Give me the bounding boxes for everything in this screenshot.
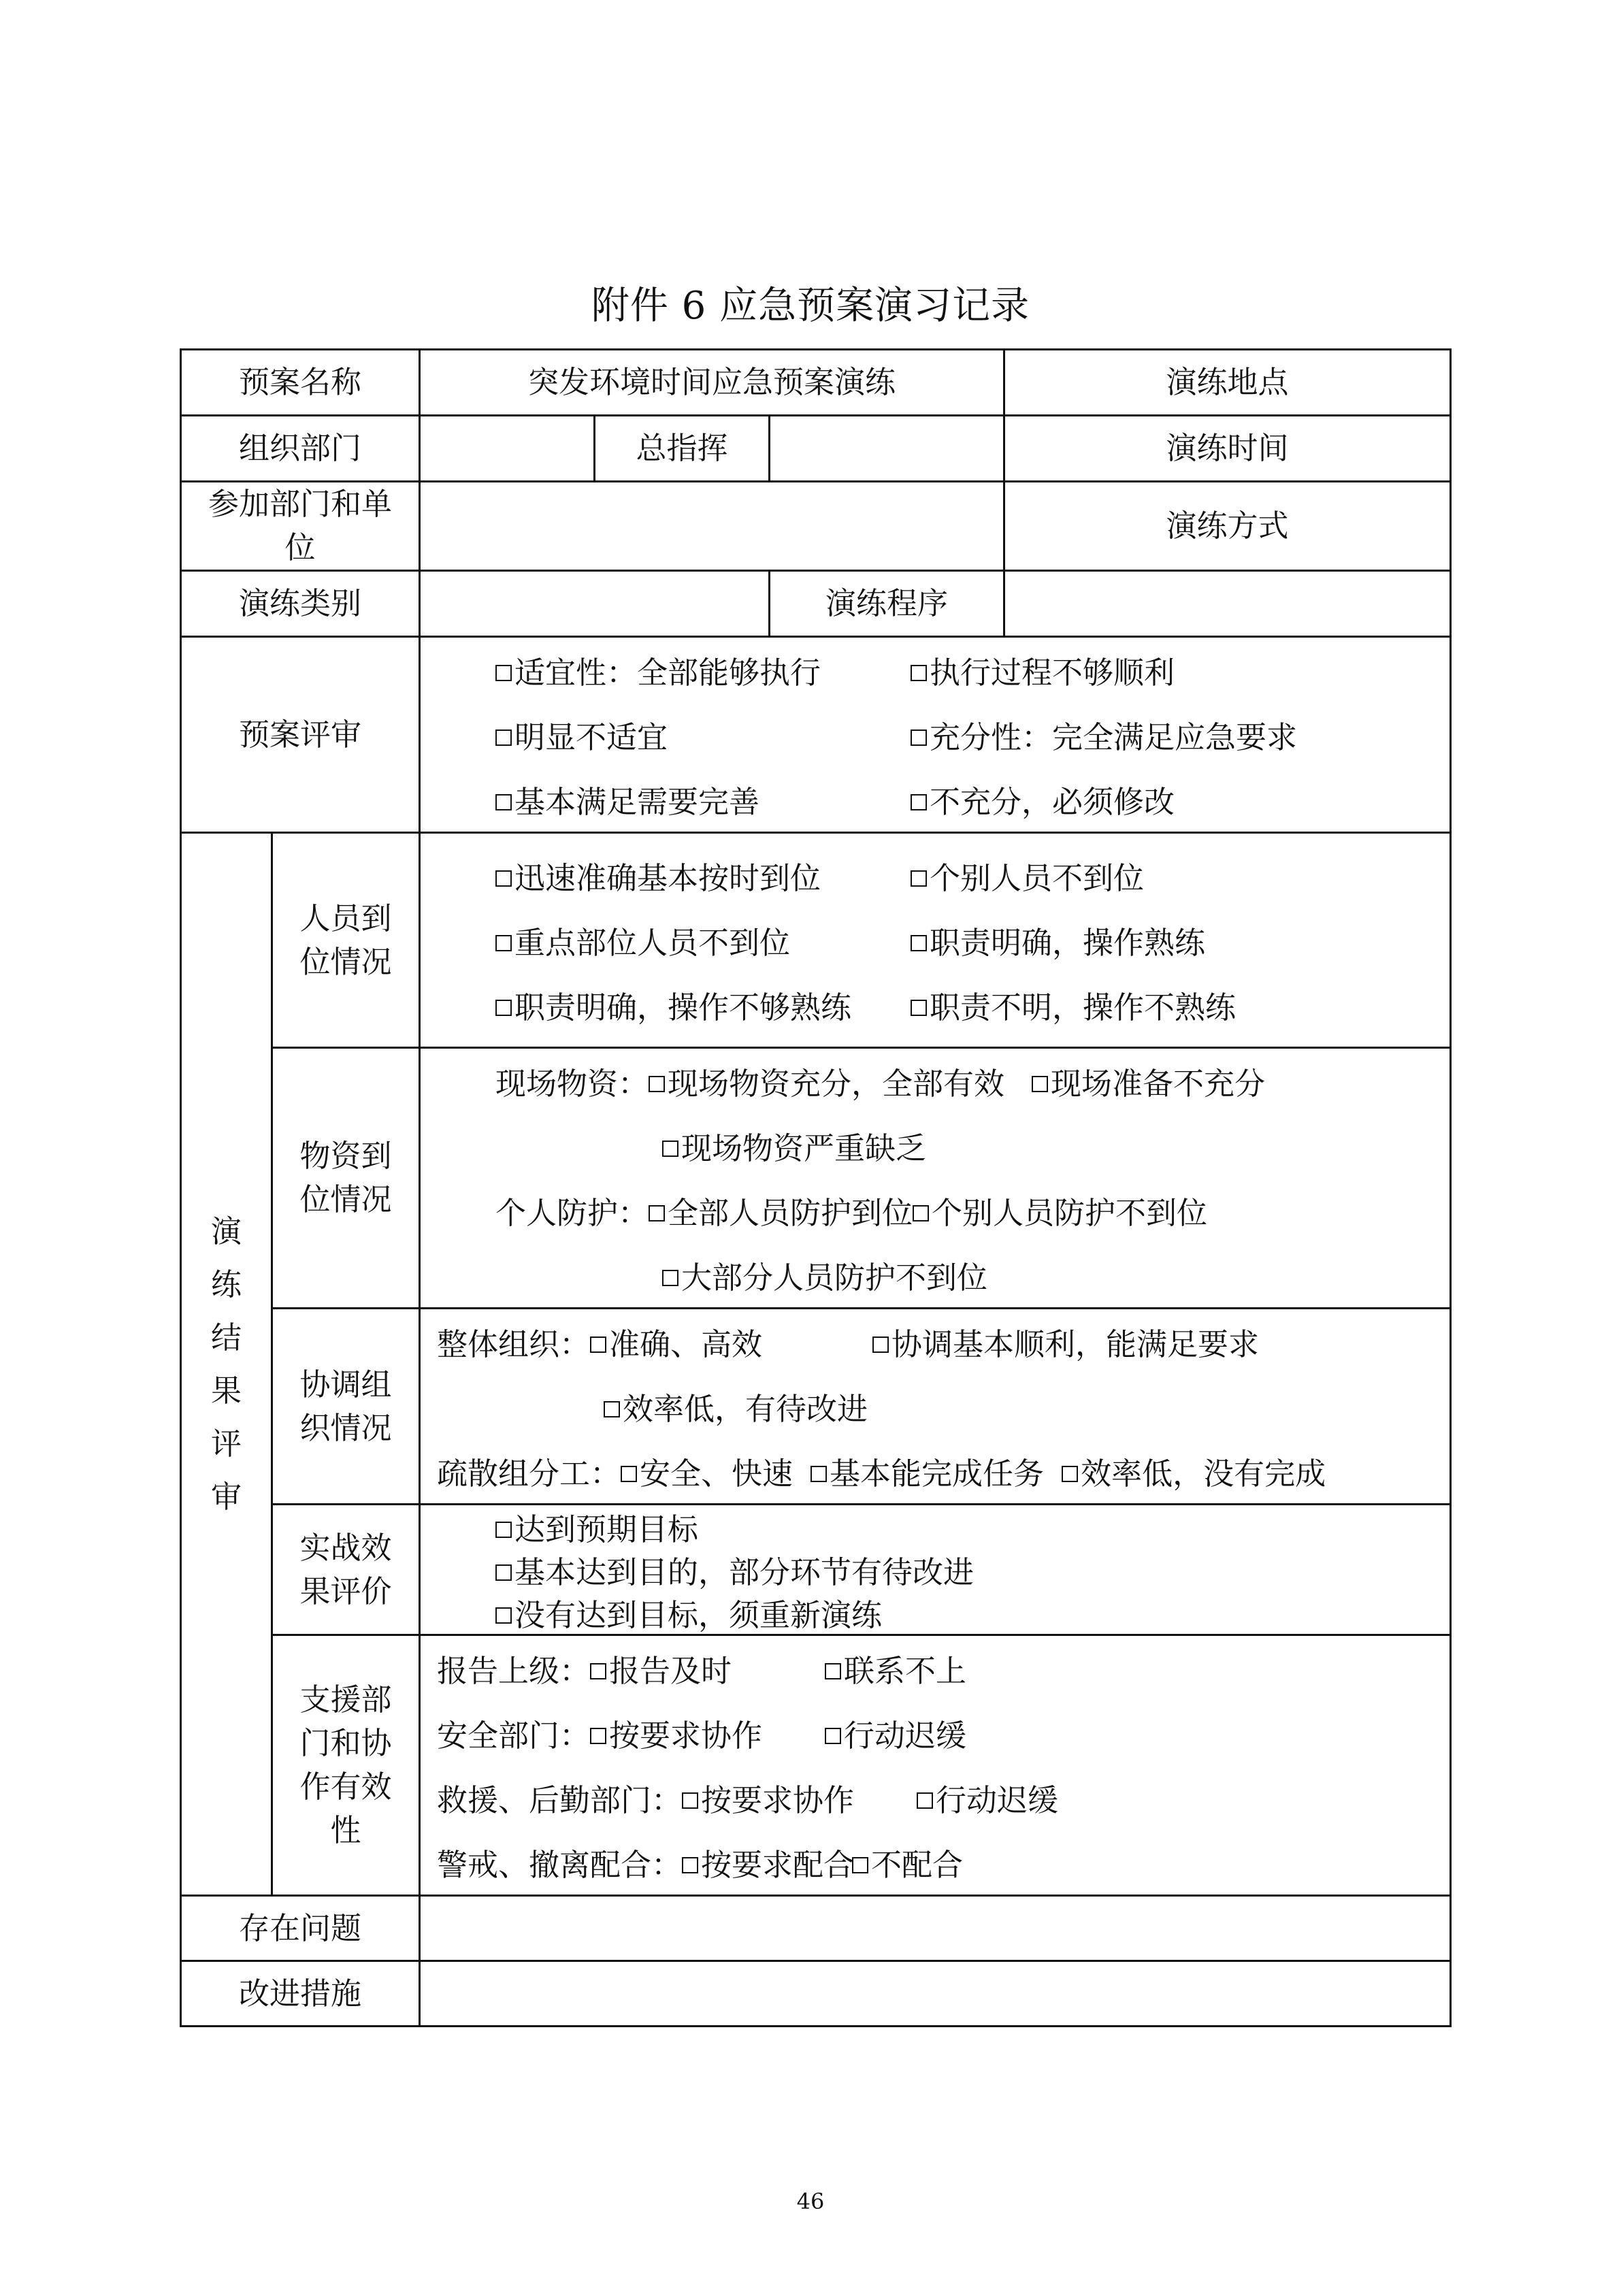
improvements-label: 改进措施 xyxy=(181,1961,420,2027)
checkbox-option[interactable] xyxy=(495,648,821,692)
materials-options xyxy=(420,1048,1451,1309)
checkbox-option[interactable] xyxy=(917,1775,1058,1820)
issues-label: 存在问题 xyxy=(181,1896,420,1961)
coordination-row xyxy=(437,1439,1450,1503)
option-label: 全部人员防护到位 xyxy=(668,1195,913,1231)
option-label: 达到预期目标 xyxy=(514,1511,699,1547)
checkbox-icon xyxy=(590,1336,606,1353)
checkbox-icon xyxy=(825,1728,841,1744)
plan-name-label: 预案名称 xyxy=(181,350,420,416)
evac-prefix: 疏散组分工： xyxy=(437,1456,621,1492)
materials-row xyxy=(495,1178,1450,1243)
personnel-row xyxy=(495,908,1450,972)
support-row xyxy=(437,1636,1450,1701)
checkbox-icon xyxy=(495,794,512,810)
materials-label: 物资到 位情况 xyxy=(272,1048,420,1309)
option-label: 大部分人员防护不到位 xyxy=(681,1260,988,1296)
checkbox-option[interactable] xyxy=(911,712,1297,757)
checkbox-option[interactable] xyxy=(604,1384,868,1428)
checkbox-option[interactable] xyxy=(1062,1449,1326,1493)
checkbox-option[interactable] xyxy=(590,1646,732,1690)
support-row xyxy=(437,1830,1450,1895)
checkbox-icon xyxy=(911,729,927,746)
procedure-label: 演练程序 xyxy=(770,571,1004,637)
option-label: 适宜性：全部能够执行 xyxy=(514,655,821,691)
checkbox-option[interactable] xyxy=(495,1547,974,1592)
option-label: 现场物资充分，全部有效 xyxy=(668,1066,1005,1102)
checkbox-option[interactable] xyxy=(911,648,1175,692)
option-label: 执行过程不够顺利 xyxy=(930,655,1175,691)
checkbox-option[interactable] xyxy=(495,918,790,962)
option-label: 协调基本顺利，能满足要求 xyxy=(891,1326,1260,1362)
checkbox-option[interactable] xyxy=(682,1775,854,1820)
option-label: 充分性：完全满足应急要求 xyxy=(930,719,1298,755)
checkbox-option[interactable] xyxy=(662,1253,987,1297)
option-label: 安全、快速 xyxy=(640,1456,793,1492)
checkbox-option[interactable] xyxy=(495,1505,698,1549)
checkbox-option[interactable] xyxy=(682,1840,854,1884)
personnel-row xyxy=(495,843,1450,908)
category-value[interactable] xyxy=(420,571,770,637)
checkbox-option[interactable] xyxy=(911,983,1236,1027)
checkbox-icon xyxy=(852,1857,868,1873)
option-label: 报告及时 xyxy=(609,1653,732,1689)
checkbox-icon xyxy=(495,665,512,681)
support-row xyxy=(437,1701,1450,1765)
option-label: 基本能完成任务 xyxy=(830,1456,1045,1492)
option-label: 联系不上 xyxy=(844,1653,967,1689)
materials-row xyxy=(495,1243,1450,1307)
checkbox-option[interactable] xyxy=(649,1188,913,1232)
checkbox-option[interactable] xyxy=(825,1646,966,1690)
checkbox-icon xyxy=(495,1607,512,1624)
checkbox-icon xyxy=(911,1000,927,1016)
checkbox-icon xyxy=(825,1663,841,1679)
effect-row xyxy=(495,1548,1450,1591)
checkbox-icon xyxy=(604,1401,620,1417)
support-prefix: 安全部门： xyxy=(437,1718,591,1754)
support-prefix: 报告上级： xyxy=(437,1653,591,1689)
personnel-options xyxy=(420,833,1451,1048)
checkbox-icon xyxy=(495,1564,512,1581)
personnel-row xyxy=(495,972,1450,1037)
checkbox-option[interactable] xyxy=(495,777,759,821)
materials-row xyxy=(495,1049,1450,1113)
checkbox-icon xyxy=(621,1466,637,1482)
checkbox-icon xyxy=(495,1522,512,1538)
org-dept-value[interactable] xyxy=(420,416,595,482)
effect-row xyxy=(495,1591,1450,1634)
issues-value[interactable] xyxy=(420,1896,1451,1961)
onsite-prefix: 现场物资： xyxy=(495,1066,649,1102)
commander-value[interactable] xyxy=(770,416,1004,482)
checkbox-icon xyxy=(913,1205,929,1221)
checkbox-option[interactable] xyxy=(662,1124,926,1168)
checkbox-option[interactable] xyxy=(872,1319,1259,1364)
effect-label: 实战效 果评价 xyxy=(272,1505,420,1635)
option-label: 不充分，必须修改 xyxy=(930,784,1175,820)
checkbox-icon xyxy=(649,1205,665,1221)
location-label: 演练地点 xyxy=(1004,350,1451,416)
checkbox-icon xyxy=(917,1792,933,1809)
support-prefix: 救援、后勤部门： xyxy=(437,1782,683,1818)
checkbox-icon xyxy=(911,794,927,810)
checkbox-icon xyxy=(590,1728,606,1744)
option-label: 个别人员防护不到位 xyxy=(932,1195,1208,1231)
support-options xyxy=(420,1635,1451,1896)
checkbox-option[interactable] xyxy=(911,918,1205,962)
coordination-row xyxy=(437,1309,1450,1374)
method-label: 演练方式 xyxy=(1004,482,1451,571)
checkbox-icon xyxy=(911,665,927,681)
option-label: 效率低，有待改进 xyxy=(623,1391,868,1427)
plan-review-row xyxy=(495,638,1450,702)
checkbox-icon xyxy=(872,1336,889,1353)
coordination-row xyxy=(437,1374,1450,1439)
option-label: 基本满足需要完善 xyxy=(514,784,760,820)
checkbox-option[interactable] xyxy=(590,1711,762,1755)
results-label-text: 演 练 结 果 评 审 xyxy=(210,1213,242,1515)
personnel-label: 人员到 位情况 xyxy=(272,833,420,1048)
document-title: 附件 6 应急预案演习记录 xyxy=(591,284,1030,328)
checkbox-option[interactable] xyxy=(621,1449,793,1493)
page-number: 46 xyxy=(796,2188,825,2214)
option-label: 明显不适宜 xyxy=(514,719,668,755)
checkbox-option[interactable] xyxy=(911,853,1144,898)
checkbox-icon xyxy=(1032,1076,1048,1092)
support-label: 支援部 门和协 作有效 性 xyxy=(272,1635,420,1896)
checkbox-option[interactable] xyxy=(1032,1059,1265,1103)
checkbox-option[interactable] xyxy=(649,1059,1004,1103)
participants-label: 参加部门和单 位 xyxy=(181,482,420,571)
checkbox-icon xyxy=(590,1663,606,1679)
category-label: 演练类别 xyxy=(181,571,420,637)
checkbox-option[interactable] xyxy=(825,1711,966,1755)
checkbox-icon xyxy=(1062,1466,1078,1482)
option-label: 按要求配合 xyxy=(701,1847,855,1883)
plan-review-options xyxy=(420,637,1451,833)
checkbox-icon xyxy=(911,935,927,951)
procedure-value[interactable] xyxy=(1004,571,1451,637)
option-label: 基本达到目的，部分环节有待改进 xyxy=(514,1554,975,1590)
option-label: 准确、高效 xyxy=(609,1326,763,1362)
option-label: 职责不明，操作不熟练 xyxy=(930,989,1237,1026)
option-label: 行动迟缓 xyxy=(844,1718,967,1754)
plan-review-label: 预案评审 xyxy=(181,637,420,833)
checkbox-icon xyxy=(810,1466,827,1482)
option-label: 迅速准确基本按时到位 xyxy=(514,860,821,896)
checkbox-option[interactable] xyxy=(495,1590,882,1635)
checkbox-option[interactable] xyxy=(590,1319,762,1364)
coordination-options xyxy=(420,1309,1451,1505)
checkbox-icon xyxy=(495,1000,512,1016)
ppe-prefix: 个人防护： xyxy=(495,1195,649,1231)
effect-options xyxy=(420,1505,1451,1635)
effect-row xyxy=(495,1505,1450,1548)
results-label xyxy=(181,833,272,1896)
checkbox-option[interactable] xyxy=(495,983,851,1027)
checkbox-option[interactable] xyxy=(852,1840,963,1884)
support-row xyxy=(437,1765,1450,1830)
org-dept-label: 组织部门 xyxy=(181,416,420,482)
checkbox-option[interactable] xyxy=(913,1188,1207,1232)
checkbox-option[interactable] xyxy=(911,777,1175,821)
option-label: 按要求协作 xyxy=(701,1782,855,1818)
coordination-label: 协调组 织情况 xyxy=(272,1309,420,1505)
option-label: 效率低，没有完成 xyxy=(1081,1456,1326,1492)
option-label: 重点部位人员不到位 xyxy=(514,925,791,961)
materials-row xyxy=(495,1113,1450,1178)
option-label: 职责明确，操作不够熟练 xyxy=(514,989,852,1026)
option-label: 职责明确，操作熟练 xyxy=(930,925,1206,961)
checkbox-option[interactable] xyxy=(495,853,821,898)
checkbox-icon xyxy=(911,870,927,887)
checkbox-icon xyxy=(662,1141,678,1157)
checkbox-option[interactable] xyxy=(810,1449,1044,1493)
option-label: 行动迟缓 xyxy=(936,1782,1059,1818)
option-label: 不配合 xyxy=(871,1847,964,1883)
option-label: 没有达到目标，须重新演练 xyxy=(514,1597,883,1633)
option-label: 现场物资严重缺乏 xyxy=(681,1130,927,1166)
support-prefix: 警戒、撤离配合： xyxy=(437,1847,683,1883)
commander-label: 总指挥 xyxy=(595,416,770,482)
participants-value[interactable] xyxy=(420,482,1004,571)
option-label: 按要求协作 xyxy=(609,1718,763,1754)
option-label: 个别人员不到位 xyxy=(930,860,1145,896)
checkbox-option[interactable] xyxy=(495,712,668,757)
plan-name-value[interactable]: 突发环境时间应急预案演练 xyxy=(420,350,1004,416)
plan-review-row xyxy=(495,702,1450,767)
exercise-record-table xyxy=(180,348,1452,2027)
time-label: 演练时间 xyxy=(1004,416,1451,482)
checkbox-icon xyxy=(495,729,512,746)
checkbox-icon xyxy=(662,1270,678,1286)
checkbox-icon xyxy=(649,1076,665,1092)
overall-prefix: 整体组织： xyxy=(437,1326,591,1362)
checkbox-icon xyxy=(682,1792,698,1809)
checkbox-icon xyxy=(495,870,512,887)
option-label: 现场准备不充分 xyxy=(1051,1066,1266,1102)
improvements-value[interactable] xyxy=(420,1961,1451,2027)
checkbox-icon xyxy=(682,1857,698,1873)
plan-review-row xyxy=(495,767,1450,832)
checkbox-icon xyxy=(495,935,512,951)
